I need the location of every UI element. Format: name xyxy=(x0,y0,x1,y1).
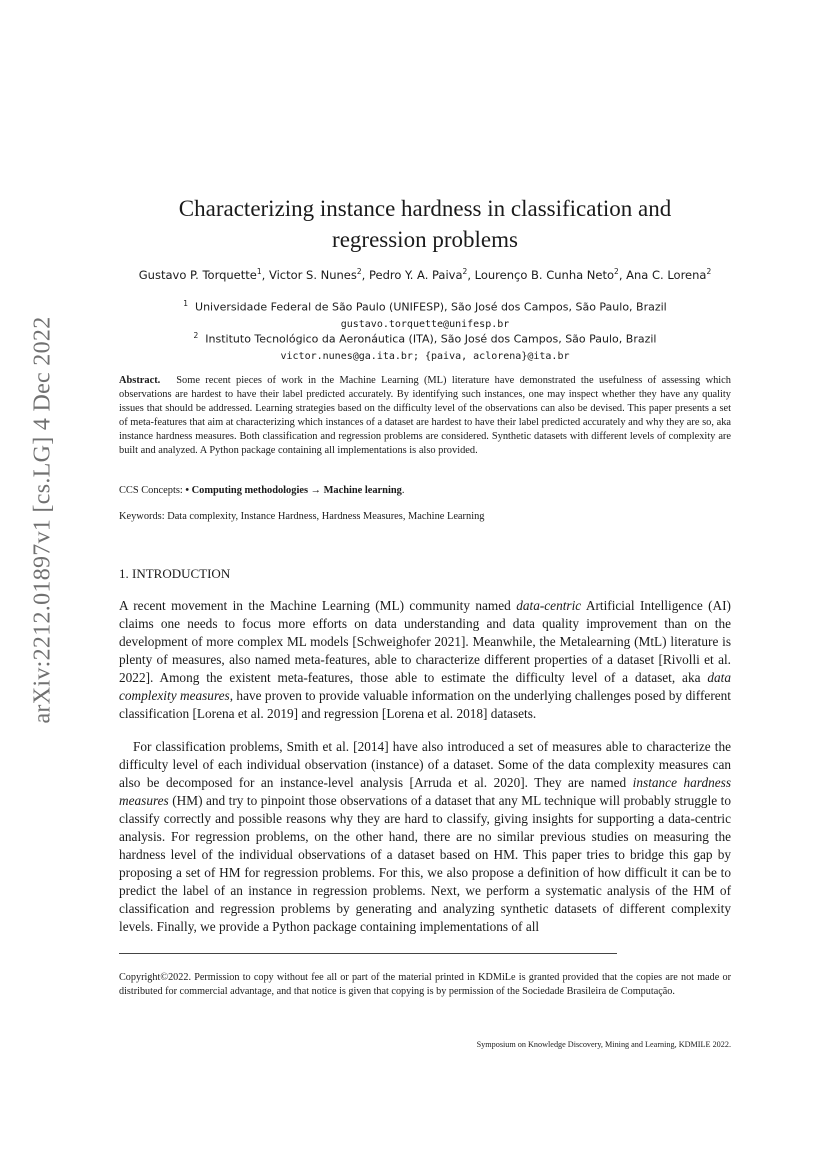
arxiv-identifier: arXiv:2212.01897v1 [cs.LG] 4 Dec 2022 xyxy=(29,316,56,724)
paragraph-text: For classification problems, Smith et al. [2014] have also introduced a set of measures able to characterize the difficulty level of each individual observation (instance) of a dataset. Some of the data complexity measures can also be decomposed for an instance-level analysis [Arruda et al. 2020]. They are named xyxy=(119,739,731,790)
ccs-concept: Computing methodologies xyxy=(191,485,308,496)
author-affiliation-mark: 1 xyxy=(256,267,262,276)
emphasis-text: instance hardness measures xyxy=(119,775,731,808)
author-name: Lourenço B. Cunha Neto xyxy=(474,267,615,282)
page-footer: Symposium on Knowledge Discovery, Mining and Learning, KDMILE 2022. xyxy=(476,1040,731,1049)
author-affiliation-mark: 2 xyxy=(706,267,712,276)
title-line-2: regression problems xyxy=(332,227,518,252)
abstract-label: Abstract. xyxy=(119,375,161,386)
copyright-text: 2022. Permission to copy without fee all or part of the material printed in KDMiLe is granted provided that the copies are not made or distributed for commercial advantage, and that notice is given that copying is by permission of the Sociedade Brasileira de Computação. xyxy=(119,972,731,997)
affiliation-2 xyxy=(119,328,731,365)
affiliation-email: gustavo.torquette@unifesp.br xyxy=(340,318,510,330)
paragraph-text: , have proven to provide valuable information on the underlying challenges posed by different classification [Lorena et al. 2019] and regression [Lorena et al. 2018] datasets. xyxy=(119,688,731,721)
author-name: Pedro Y. A. Paiva xyxy=(368,267,463,282)
copyright-notice xyxy=(119,971,731,999)
author-name: Victor S. Nunes xyxy=(268,267,357,282)
affiliation-number: 2 xyxy=(193,331,199,340)
intro-paragraph-1 xyxy=(119,597,731,723)
intro-paragraph-2 xyxy=(119,738,731,936)
emphasis-text: data-centric xyxy=(516,598,582,613)
author-name: Ana C. Lorena xyxy=(626,267,707,282)
arrow-icon: → xyxy=(310,485,321,496)
section-heading-introduction: 1. INTRODUCTION xyxy=(119,566,231,581)
emphasis-text: data complexity measures xyxy=(119,670,731,703)
abstract xyxy=(119,374,731,458)
affiliation-text: Instituto Tecnológico da Aeronáutica (ITA), São José dos Campos, São Paulo, Brazil xyxy=(205,332,657,346)
paper-title xyxy=(119,193,731,255)
affiliation-number: 1 xyxy=(183,299,189,308)
ccs-bullet: • xyxy=(185,485,190,496)
author-list: Gustavo P. Torquette$^1$, Victor S. Nunes$^2$, Pedro Y. A. Paiva$^2$, Lourenço B. Cunha Neto$^2$, Ana C. Lorena$^2$ xyxy=(138,267,712,282)
ccs-period: . xyxy=(401,485,405,496)
copyright-prefix: Copyright xyxy=(119,972,161,983)
ccs-subconcept: Machine learning xyxy=(323,485,402,496)
author-name: Gustavo P. Torquette xyxy=(138,267,257,282)
abstract-text: Some recent pieces of work in the Machine Learning (ML) literature have demonstrated the usefulness of assessing which observations are hardest to have their label predicted accurately. By identifying such instances, one may inspect whether they have any quality issues that should be addressed. Learning strategies based on the difficulty level of the observations can also be devised. This paper presents a set of meta-features that aim at characterizing which instances of a dataset are hardest to have their label predicted accurately and why they are so, aka instance hardness measures. Both classification and regression problems are considered. Synthetic datasets with different levels of complexity are built and analyzed. A Python package containing all implementations is also provided. xyxy=(119,375,731,456)
author-affiliation-mark: 2 xyxy=(462,267,468,276)
affiliation-text: Universidade Federal de São Paulo (UNIFESP), São José dos Campos, São Paulo, Brazil xyxy=(195,300,667,314)
affiliation-email: victor.nunes@ga.ita.br; {paiva, aclorena}@ita.br xyxy=(280,350,570,362)
author-affiliation-mark: 2 xyxy=(614,267,619,276)
paragraph-text: (HM) and try to pinpoint those observations of a dataset that any ML technique will probably struggle to classify correctly and possible reasons why they are hard to classify, giving insights for supporting a data-centric analysis. For regression problems, on the other hand, there are no similar previous studies on measuring the hardness level of the individual observations of a dataset based on HM. This paper tries to bridge this gap by proposing a set of HM for regression problems. For this, we also propose a definition of how difficult it can be to predict the label of an instance in regression problems. Next, we perform a systematic analysis of the HM of classification and regression problems by generating and analyzing synthetic datasets of different complexity levels. Finally, we provide a Python package containing implementations of all xyxy=(119,793,731,934)
copyright-icon: © xyxy=(160,972,169,983)
footnote-divider xyxy=(119,953,617,954)
keywords: Keywords: Data complexity, Instance Hardness, Hardness Measures, Machine Learning xyxy=(119,511,485,522)
paragraph-text: Artificial Intelligence (AI) claims one needs to focus more efforts on data understanding and data quality improvement than on the development of more complex ML models [Schweighofer 2021]. Meanwhile, the Metalearning (MtL) literature is plenty of measures, also named meta-features, able to characterize different properties of a dataset [Rivolli et al. 2022]. Among the existent meta-features, those able to estimate the difficulty level of a dataset, aka xyxy=(119,598,731,685)
ccs-label: CCS Concepts: xyxy=(119,485,183,496)
paragraph-text: A recent movement in the Machine Learning (ML) community named xyxy=(119,598,517,613)
author-affiliation-mark: 2 xyxy=(356,267,362,276)
arxiv-sidebar-stamp xyxy=(18,316,68,724)
ccs-concepts xyxy=(119,485,404,496)
title-line-1: Characterizing instance hardness in classification and xyxy=(178,196,672,221)
